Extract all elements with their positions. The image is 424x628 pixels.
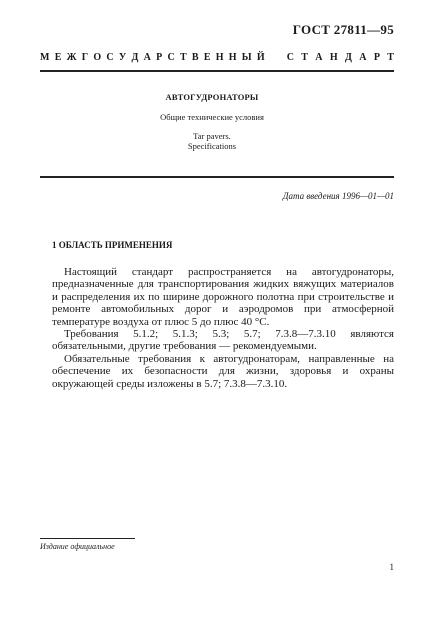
heading-letter: Т <box>179 52 187 63</box>
heading-letter: О <box>93 52 102 63</box>
paragraph: Настоящий стандарт распространяется на автогудронаторы, предназначенные для транспортирования жидких вяжущих материалов и распределения их по ширине дорожного полотна при строительстве и ремонте автомобильных дорог и аэродромов при атмосферной температуре воздуха от плюс 5 до плюс 40 °С. <box>52 266 394 328</box>
heading-letter: Т <box>301 52 308 63</box>
heading-letter: Й <box>256 52 265 63</box>
heading-letter: Г <box>81 52 89 63</box>
english-title-line-2: Specifications <box>187 141 237 151</box>
heading-letter: Е <box>54 52 62 63</box>
gost-number: ГОСТ 27811—95 <box>292 22 394 37</box>
heading-letter: С <box>106 52 114 63</box>
paragraph: Обязательные требования к автогудронаторам, направленные на обеспечение их безопасности для жизни, здоровья и охраны окружающей среды изложены в 5.7; 7.3.8—7.3.10. <box>52 352 394 390</box>
page-number: 1 <box>389 562 394 572</box>
official-edition-note: Издание официальное <box>40 542 115 551</box>
heading-letter: В <box>191 52 199 63</box>
english-title-line-1: Tar pavers. <box>193 131 231 141</box>
heading-letter: Ж <box>66 52 77 63</box>
heading-letter: Н <box>329 52 338 63</box>
heading-letter: Р <box>156 52 163 63</box>
document-subtitle: Общие технические условия <box>160 112 264 122</box>
heading-letter: А <box>143 52 151 63</box>
heading-letter: С <box>286 52 294 63</box>
heading-letter: А <box>359 52 367 63</box>
title-rule <box>40 176 394 178</box>
section-title: 1 ОБЛАСТЬ ПРИМЕНЕНИЯ <box>52 240 173 250</box>
standard-word <box>287 52 394 63</box>
heading-letter: Д <box>345 52 352 63</box>
heading-letter: Т <box>387 52 394 63</box>
section-body <box>52 266 394 390</box>
heading-letter: Д <box>131 52 139 63</box>
paragraph: Требования 5.1.2; 5.1.3; 5.3; 5.7; 7.3.8—7.3.10 являются обязательными, другие требования — рекомендуемыми. <box>52 328 394 353</box>
english-title <box>0 131 424 151</box>
heading-letter: Р <box>373 52 380 63</box>
introduction-date: Дата введения 1996—01—01 <box>282 191 394 201</box>
footer-rule <box>40 538 135 539</box>
heading-letter: С <box>167 52 175 63</box>
heading-letter: А <box>315 52 323 63</box>
heading-letter: У <box>118 52 127 63</box>
interstate-word <box>40 52 265 63</box>
heading-letter: Н <box>215 52 224 63</box>
header-rule <box>40 70 394 72</box>
heading-letter: Н <box>228 52 237 63</box>
document-title: АВТОГУДРОНАТОРЫ <box>165 92 259 102</box>
heading-letter: М <box>40 52 50 63</box>
heading-letter: Ы <box>241 52 252 63</box>
heading-letter: Е <box>203 52 211 63</box>
interstate-standard-heading <box>40 52 394 63</box>
